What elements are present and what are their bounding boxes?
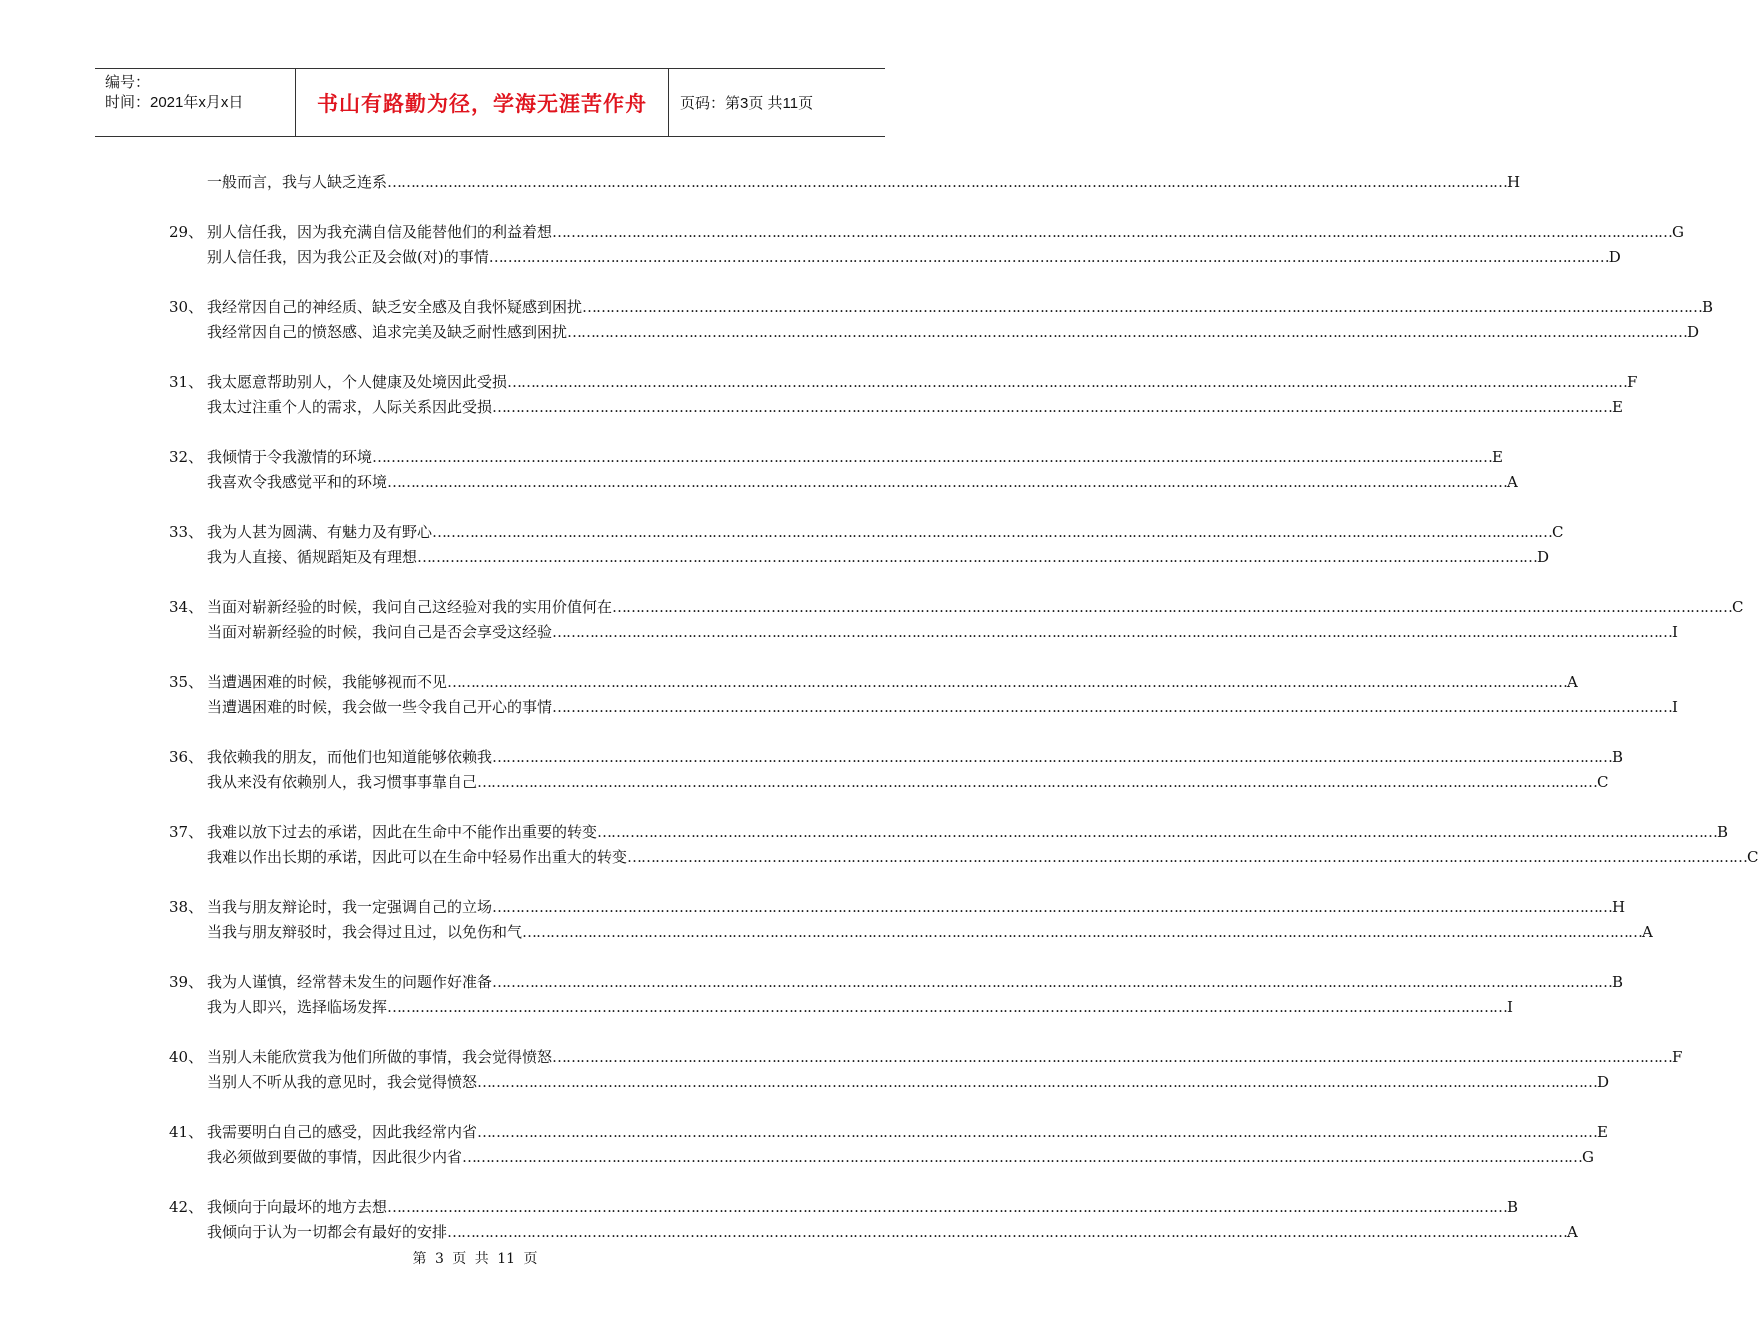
option-letter: G: [1582, 1148, 1594, 1166]
dot-leader: ……………………………………………………………………………………………………………………………………………………………………………………………………………………: [488, 248, 1609, 266]
dot-leader: ……………………………………………………………………………………………………………………………………………………………………………………………………………………: [567, 323, 1688, 341]
dot-leader: ……………………………………………………………………………………………………………………………………………………………………………………………………………………: [477, 1123, 1598, 1141]
option-letter: D: [1687, 323, 1700, 341]
option-letter: C: [1552, 523, 1564, 541]
option-text: 别人信任我，因为我充满自信及能替他们的利益着想: [207, 223, 553, 241]
option-text: 当我与朋友辩论时，我一定强调自己的立场: [207, 898, 493, 916]
dot-leader: ……………………………………………………………………………………………………………………………………………………………………………………………………………………: [477, 773, 1598, 791]
header-motto-cell: [295, 69, 669, 136]
question-number: 34、: [169, 598, 204, 616]
option-line: [169, 1196, 1519, 1218]
option-line: [169, 1121, 1608, 1143]
question-number: 30、: [169, 298, 204, 316]
option-line: [169, 896, 1626, 918]
option-letter: B: [1702, 298, 1714, 316]
question-number: 41、: [169, 1123, 204, 1141]
question-number: 32、: [169, 448, 204, 466]
option-line: [169, 821, 1729, 843]
option-line: [207, 471, 1518, 493]
option-line: [169, 446, 1503, 468]
dot-leader: ……………………………………………………………………………………………………………………………………………………………………………………………………………………: [552, 223, 1673, 241]
option-text: 别人信任我，因为我公正及会做(对)的事情: [207, 248, 489, 266]
dot-leader: ……………………………………………………………………………………………………………………………………………………………………………………………………………………: [372, 448, 1493, 466]
option-letter: C: [1732, 598, 1744, 616]
option-text: 我为人直接、循规蹈矩及有理想: [207, 548, 418, 566]
option-letter: B: [1612, 748, 1624, 766]
dot-leader: ……………………………………………………………………………………………………………………………………………………………………………………………………………………: [447, 1223, 1568, 1241]
option-line: [207, 321, 1700, 343]
page-header: [95, 68, 885, 137]
option-text: 当我与朋友辩驳时，我会得过且过，以免伤和气: [207, 923, 523, 941]
dot-leader: ……………………………………………………………………………………………………………………………………………………………………………………………………………………: [597, 823, 1718, 841]
option-text: 我喜欢令我感觉平和的环境: [207, 473, 388, 491]
option-letter: A: [1507, 473, 1518, 491]
option-line: [169, 221, 1684, 243]
option-text: 我为人即兴，选择临场发挥: [207, 998, 388, 1016]
dot-leader: ……………………………………………………………………………………………………………………………………………………………………………………………………………………: [492, 398, 1613, 416]
option-text: 我从来没有依赖别人，我习惯事事靠自己: [207, 773, 478, 791]
dot-leader: ……………………………………………………………………………………………………………………………………………………………………………………………………………………: [417, 548, 1538, 566]
option-line: [169, 746, 1624, 768]
dot-leader: ……………………………………………………………………………………………………………………………………………………………………………………………………………………: [432, 523, 1553, 541]
option-letter: I: [1672, 698, 1678, 716]
option-line: [169, 971, 1624, 993]
option-text: 我经常因自己的愤怒感、追求完美及缺乏耐性感到困扰: [207, 323, 568, 341]
dot-leader: ……………………………………………………………………………………………………………………………………………………………………………………………………………………: [492, 748, 1613, 766]
option-line: [207, 846, 1759, 868]
option-letter: C: [1747, 848, 1759, 866]
option-letter: F: [1672, 1048, 1683, 1066]
option-letter: G: [1672, 223, 1684, 241]
option-text: 当别人未能欣赏我为他们所做的事情，我会觉得愤怒: [207, 1048, 553, 1066]
question-number: 35、: [169, 673, 204, 691]
option-text: 我倾向于向最坏的地方去想: [207, 1198, 388, 1216]
option-line: [207, 996, 1513, 1018]
option-text: 我为人甚为圆满、有魅力及有野心: [207, 523, 433, 541]
option-text: 一般而言，我与人缺乏连系: [207, 173, 388, 191]
option-letter: D: [1597, 1073, 1610, 1091]
dot-leader: ……………………………………………………………………………………………………………………………………………………………………………………………………………………: [492, 973, 1613, 991]
number-label: 编号：: [105, 74, 151, 91]
option-line: [207, 246, 1621, 268]
question-number: 38、: [169, 898, 204, 916]
option-line: [207, 621, 1678, 643]
dot-leader: ……………………………………………………………………………………………………………………………………………………………………………………………………………………: [627, 848, 1748, 866]
option-text: 当面对崭新经验的时候，我问自己这经验对我的实用价值何在: [207, 598, 613, 616]
option-letter: A: [1567, 1223, 1578, 1241]
option-text: 当遭遇困难的时候，我能够视而不见: [207, 673, 448, 691]
page-code: 页码：第3页 共11页: [680, 95, 814, 112]
dot-leader: ……………………………………………………………………………………………………………………………………………………………………………………………………………………: [582, 298, 1703, 316]
option-letter: B: [1507, 1198, 1519, 1216]
option-text: 我太愿意帮助别人，个人健康及处境因此受损: [207, 373, 508, 391]
header-page-cell: [668, 69, 885, 136]
dot-leader: ……………………………………………………………………………………………………………………………………………………………………………………………………………………: [387, 1198, 1508, 1216]
option-line: [207, 171, 1521, 193]
option-letter: B: [1612, 973, 1624, 991]
question-number: 40、: [169, 1048, 204, 1066]
option-letter: E: [1597, 1123, 1608, 1141]
option-text: 我为人谨慎，经常替未发生的问题作好准备: [207, 973, 493, 991]
option-line: [207, 396, 1623, 418]
option-letter: H: [1507, 173, 1521, 191]
option-letter: H: [1612, 898, 1626, 916]
option-text: 我太过注重个人的需求，人际关系因此受损: [207, 398, 493, 416]
header-meta: [95, 69, 295, 136]
question-number: 36、: [169, 748, 204, 766]
option-text: 我依赖我的朋友，而他们也知道能够依赖我: [207, 748, 493, 766]
dot-leader: ……………………………………………………………………………………………………………………………………………………………………………………………………………………: [477, 1073, 1598, 1091]
dot-leader: ……………………………………………………………………………………………………………………………………………………………………………………………………………………: [462, 1148, 1583, 1166]
question-number: 37、: [169, 823, 204, 841]
dot-leader: ……………………………………………………………………………………………………………………………………………………………………………………………………………………: [387, 998, 1508, 1016]
option-line: [169, 521, 1564, 543]
option-letter: E: [1492, 448, 1503, 466]
dot-leader: ……………………………………………………………………………………………………………………………………………………………………………………………………………………: [447, 673, 1568, 691]
dot-leader: ……………………………………………………………………………………………………………………………………………………………………………………………………………………: [387, 473, 1508, 491]
question-number: 33、: [169, 523, 204, 541]
question-number: 42、: [169, 1198, 204, 1216]
option-text: 我倾情于令我激情的环境: [207, 448, 373, 466]
dot-leader: ……………………………………………………………………………………………………………………………………………………………………………………………………………………: [492, 898, 1613, 916]
option-letter: F: [1627, 373, 1638, 391]
dot-leader: ……………………………………………………………………………………………………………………………………………………………………………………………………………………: [552, 698, 1673, 716]
option-letter: I: [1672, 623, 1678, 641]
time-label: 时间：2021年x月x日: [105, 94, 244, 111]
dot-leader: ……………………………………………………………………………………………………………………………………………………………………………………………………………………: [552, 1048, 1673, 1066]
option-letter: D: [1608, 248, 1621, 266]
option-text: 我难以作出长期的承诺，因此可以在生命中轻易作出重大的转变: [207, 848, 628, 866]
dot-leader: ……………………………………………………………………………………………………………………………………………………………………………………………………………………: [387, 173, 1508, 191]
option-line: [207, 771, 1609, 793]
option-text: 当面对崭新经验的时候，我问自己是否会享受这经验: [207, 623, 553, 641]
option-line: [207, 921, 1653, 943]
dot-leader: ……………………………………………………………………………………………………………………………………………………………………………………………………………………: [522, 923, 1643, 941]
page-footer: 第 3 页 共 11 页: [412, 1251, 538, 1267]
option-line: [207, 1221, 1578, 1243]
option-line: [207, 696, 1678, 718]
option-line: [169, 1046, 1683, 1068]
option-letter: E: [1612, 398, 1623, 416]
option-text: 我难以放下过去的承诺，因此在生命中不能作出重要的转变: [207, 823, 598, 841]
dot-leader: ……………………………………………………………………………………………………………………………………………………………………………………………………………………: [612, 598, 1733, 616]
option-line: [169, 371, 1638, 393]
option-text: 当遭遇困难的时候，我会做一些令我自己开心的事情: [207, 698, 553, 716]
question-number: 39、: [169, 973, 204, 991]
option-letter: A: [1567, 673, 1578, 691]
option-text: 我倾向于认为一切都会有最好的安排: [207, 1223, 448, 1241]
option-letter: B: [1717, 823, 1729, 841]
option-text: 我经常因自己的神经质、缺乏安全感及自我怀疑感到困扰: [207, 298, 583, 316]
option-text: 我必须做到要做的事情，因此很少内省: [207, 1148, 463, 1166]
option-text: 当别人不听从我的意见时，我会觉得愤怒: [207, 1073, 478, 1091]
option-letter: D: [1537, 548, 1550, 566]
option-letter: A: [1642, 923, 1653, 941]
option-line: [169, 296, 1714, 318]
dot-leader: ……………………………………………………………………………………………………………………………………………………………………………………………………………………: [507, 373, 1628, 391]
option-line: [169, 671, 1578, 693]
option-line: [169, 596, 1744, 618]
motto: 书山有路勤为径，学海无涯苦作舟: [317, 92, 647, 116]
option-line: [207, 1146, 1594, 1168]
option-line: [207, 1071, 1610, 1093]
question-number: 29、: [169, 223, 204, 241]
option-text: 我需要明白自己的感受，因此我经常内省: [207, 1123, 478, 1141]
option-letter: C: [1597, 773, 1609, 791]
option-letter: I: [1507, 998, 1513, 1016]
dot-leader: ……………………………………………………………………………………………………………………………………………………………………………………………………………………: [552, 623, 1673, 641]
option-line: [207, 546, 1550, 568]
question-number: 31、: [169, 373, 204, 391]
